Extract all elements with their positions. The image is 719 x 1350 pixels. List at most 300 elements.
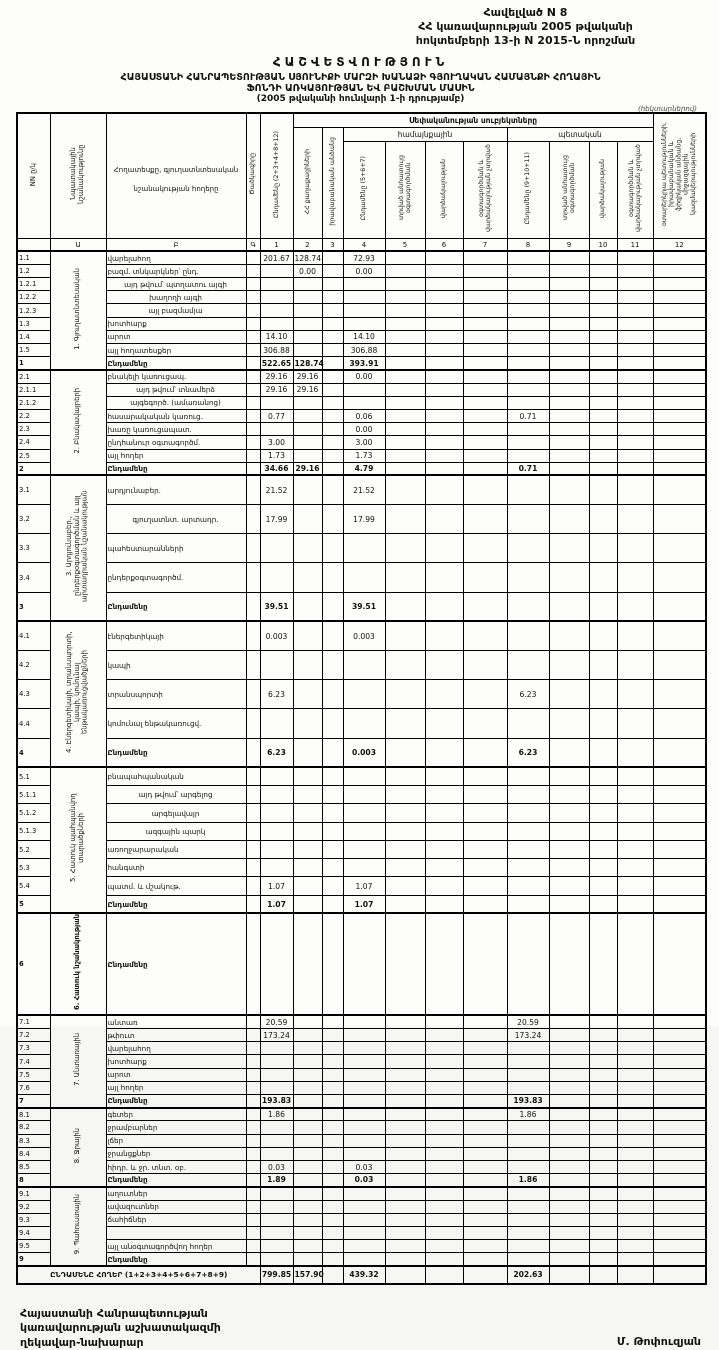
table-row: [17, 534, 706, 563]
value-cell-col9: [549, 278, 589, 291]
value-cell-col12: [653, 738, 706, 767]
value-cell-col8: [507, 436, 549, 449]
value-cell-col8: [507, 370, 549, 383]
value-cell-col3: [322, 534, 343, 563]
row-label-cell: այլ բազմամյա: [106, 304, 246, 317]
value-cell-col4: [343, 822, 385, 840]
value-cell-col12: [653, 1081, 706, 1094]
value-cell-col3: [322, 1081, 343, 1094]
value-cell-col11: [617, 680, 653, 709]
value-cell-col4: [343, 1081, 385, 1094]
row-number-cell: 4: [17, 738, 50, 767]
value-cell-col3: [322, 621, 343, 650]
code-cell: [246, 1226, 260, 1239]
value-cell-col8: [507, 330, 549, 343]
table-row: [17, 1160, 706, 1173]
value-cell-col10: [589, 913, 617, 1015]
row-label-cell: հիդր. և ջր. տնտ. օբ.: [106, 1160, 246, 1173]
value-cell-col9: [549, 462, 589, 475]
value-cell-col8: [507, 278, 549, 291]
value-cell-col5: [385, 278, 425, 291]
row-label-cell: պահեստարանների: [106, 534, 246, 563]
value-cell-col10: [589, 1042, 617, 1055]
value-cell-col8: [507, 859, 549, 877]
value-cell-col8: 1.86: [507, 1108, 549, 1121]
value-cell-col4: [343, 1226, 385, 1239]
column-letter: 8: [507, 239, 549, 252]
grand-total-value-col12: [653, 1266, 706, 1284]
value-cell-col7: [463, 251, 507, 264]
value-cell-col2: [293, 1253, 322, 1266]
value-cell-col1: 522.65: [260, 357, 293, 370]
value-cell-col6: [425, 822, 463, 840]
row-label-cell: այլ հողեր: [106, 449, 246, 462]
code-cell: [246, 409, 260, 422]
value-cell-col4: 39.51: [343, 592, 385, 621]
value-cell-col7: [463, 1095, 507, 1108]
header-col7: օգտագործման և վարձակալության չտրված: [463, 142, 507, 239]
value-cell-col9: [549, 1147, 589, 1160]
code-cell: [246, 1095, 260, 1108]
row-number-cell: 5.4: [17, 877, 50, 895]
title-block: [16, 55, 705, 105]
value-cell-col11: [617, 1160, 653, 1173]
table-row: [17, 1068, 706, 1081]
row-label-cell: ջրանցքներ: [106, 1147, 246, 1160]
value-cell-col4: [343, 1121, 385, 1134]
value-cell-col4: [343, 767, 385, 785]
column-letter: 12: [653, 239, 706, 252]
value-cell-col2: [293, 330, 322, 343]
grand-total-label: ԸՆԴԱՄԵՆԸ ՀՈՂԵՐ (1+2+3+4+5+6+7+8+9): [17, 1266, 260, 1284]
value-cell-col7: [463, 592, 507, 621]
value-cell-col3: [322, 330, 343, 343]
value-cell-col11: [617, 409, 653, 422]
value-cell-col1: [260, 1200, 293, 1213]
value-cell-col1: 1.73: [260, 449, 293, 462]
value-cell-col10: [589, 1068, 617, 1081]
value-cell-col3: [322, 505, 343, 534]
value-cell-col3: [322, 1240, 343, 1253]
column-letter: 11: [617, 239, 653, 252]
value-cell-col10: [589, 592, 617, 621]
section-label-cell: [50, 1108, 106, 1187]
value-cell-col11: [617, 1226, 653, 1239]
value-cell-col3: [322, 1055, 343, 1068]
value-cell-col12: [653, 1213, 706, 1226]
value-cell-col3: [322, 786, 343, 804]
value-cell-col7: [463, 1174, 507, 1187]
value-cell-col9: [549, 436, 589, 449]
column-letter: 1: [260, 239, 293, 252]
table-row: [17, 396, 706, 409]
value-cell-col12: [653, 423, 706, 436]
row-label-cell: Ընդամենը: [106, 592, 246, 621]
value-cell-col5: [385, 304, 425, 317]
code-cell: [246, 1081, 260, 1094]
row-number-cell: 1: [17, 357, 50, 370]
value-cell-col7: [463, 264, 507, 277]
value-cell-col12: [653, 786, 706, 804]
value-cell-col3: [322, 804, 343, 822]
value-cell-col1: 21.52: [260, 475, 293, 504]
code-cell: [246, 383, 260, 396]
value-cell-col7: [463, 1029, 507, 1042]
value-cell-col1: [260, 804, 293, 822]
row-label-cell: գյուղատնտ. արտադր.: [106, 505, 246, 534]
code-cell: [246, 804, 260, 822]
row-number-cell: 8.4: [17, 1147, 50, 1160]
report-subtitle-2: ՖՈՆԴԻ ԱՌԿԱՅՈՒԹՅԱՆ ԵՎ ԲԱՇԽՄԱՆ ՄԱՍԻՆ: [246, 83, 475, 95]
row-number-cell: 1.2.1: [17, 278, 50, 291]
value-cell-col1: 6.23: [260, 738, 293, 767]
value-cell-col12: [653, 1055, 706, 1068]
value-cell-col4: [343, 913, 385, 1015]
value-cell-col2: [293, 1108, 322, 1121]
row-number-cell: 3: [17, 592, 50, 621]
value-cell-col10: [589, 1213, 617, 1226]
value-cell-col4: [343, 1042, 385, 1055]
row-label-cell: այգեգործ. (ամառանոց): [106, 396, 246, 409]
row-number-cell: 7.1: [17, 1015, 50, 1028]
table-row: [17, 738, 706, 767]
row-label-cell: բնակելի կառուցապ.: [106, 370, 246, 383]
table-row: [17, 804, 706, 822]
value-cell-col2: 29.16: [293, 383, 322, 396]
value-cell-col7: [463, 409, 507, 422]
value-cell-col1: 14.10: [260, 330, 293, 343]
value-cell-col5: [385, 1213, 425, 1226]
value-cell-col4: 393.91: [343, 357, 385, 370]
value-cell-col8: [507, 505, 549, 534]
grand-total-value-col5: [385, 1266, 425, 1284]
value-cell-col9: [549, 913, 589, 1015]
value-cell-col6: [425, 1200, 463, 1213]
value-cell-col7: [463, 291, 507, 304]
row-label-cell: խոտհարք: [106, 1055, 246, 1068]
column-letters-row: [17, 239, 706, 252]
row-number-cell: 9.4: [17, 1226, 50, 1239]
row-number-cell: 3.1: [17, 475, 50, 504]
row-label-cell: [106, 1226, 246, 1239]
row-number-cell: 9.1: [17, 1187, 50, 1200]
row-number-cell: 5.3: [17, 859, 50, 877]
value-cell-col1: 29.16: [260, 383, 293, 396]
value-cell-col9: [549, 621, 589, 650]
row-label-cell: բնապահպանական: [106, 767, 246, 785]
value-cell-col8: [507, 709, 549, 738]
value-cell-col12: [653, 1015, 706, 1028]
value-cell-col7: [463, 1226, 507, 1239]
value-cell-col7: [463, 840, 507, 858]
row-label-cell: ազգային պարկ: [106, 822, 246, 840]
value-cell-col3: [322, 370, 343, 383]
section-label: 3. Արդյունաբեր., ընդերքօգտագործման և այլ արտադրական նշանակության: [65, 490, 89, 603]
row-label-cell: վարելահող: [106, 1042, 246, 1055]
value-cell-col10: [589, 1015, 617, 1028]
value-cell-col7: [463, 436, 507, 449]
value-cell-col10: [589, 383, 617, 396]
value-cell-col11: [617, 1174, 653, 1187]
code-cell: [246, 709, 260, 738]
code-cell: [246, 317, 260, 330]
row-label-cell: այլ հողատեսքեր: [106, 344, 246, 357]
table-row: [17, 621, 706, 650]
value-cell-col5: [385, 1187, 425, 1200]
value-cell-col3: [322, 1029, 343, 1042]
value-cell-col1: 193.83: [260, 1095, 293, 1108]
value-cell-col3: [322, 251, 343, 264]
value-cell-col11: [617, 1253, 653, 1266]
value-cell-col2: [293, 913, 322, 1015]
row-number-cell: 1.2: [17, 264, 50, 277]
value-cell-col9: [549, 1253, 589, 1266]
value-cell-col3: [322, 317, 343, 330]
row-number-cell: 2.3: [17, 423, 50, 436]
value-cell-col6: [425, 344, 463, 357]
code-cell: [246, 1134, 260, 1147]
value-cell-col8: [507, 651, 549, 680]
value-cell-col5: [385, 592, 425, 621]
value-cell-col11: [617, 534, 653, 563]
value-cell-col2: [293, 1134, 322, 1147]
value-cell-col3: [322, 264, 343, 277]
value-cell-col12: [653, 449, 706, 462]
table-row: [17, 1095, 706, 1108]
value-cell-col6: [425, 1187, 463, 1200]
value-cell-col11: [617, 251, 653, 264]
value-cell-col3: [322, 738, 343, 767]
value-cell-col6: [425, 1042, 463, 1055]
row-number-cell: 6: [17, 913, 50, 1015]
value-cell-col1: [260, 423, 293, 436]
value-cell-col10: [589, 291, 617, 304]
row-number-cell: 4.1: [17, 621, 50, 650]
value-cell-col10: [589, 534, 617, 563]
value-cell-col1: [260, 317, 293, 330]
row-number-cell: 5.1.1: [17, 786, 50, 804]
value-cell-col3: [322, 563, 343, 592]
value-cell-col5: [385, 1095, 425, 1108]
value-cell-col8: [507, 534, 549, 563]
value-cell-col10: [589, 357, 617, 370]
value-cell-col9: [549, 1134, 589, 1147]
value-cell-col12: [653, 709, 706, 738]
value-cell-col2: [293, 278, 322, 291]
code-cell: [246, 822, 260, 840]
grand-total-value-col11: [617, 1266, 653, 1284]
value-cell-col6: [425, 877, 463, 895]
code-cell: [246, 786, 260, 804]
value-cell-col8: [507, 563, 549, 592]
value-cell-col6: [425, 1226, 463, 1239]
value-cell-col6: [425, 1174, 463, 1187]
value-cell-col9: [549, 475, 589, 504]
value-cell-col5: [385, 534, 425, 563]
value-cell-col8: [507, 251, 549, 264]
value-cell-col8: [507, 357, 549, 370]
value-cell-col8: [507, 877, 549, 895]
value-cell-col8: [507, 1081, 549, 1094]
code-cell: [246, 344, 260, 357]
value-cell-col7: [463, 1147, 507, 1160]
value-cell-col4: [343, 278, 385, 291]
value-cell-col1: [260, 1055, 293, 1068]
value-cell-col1: [260, 304, 293, 317]
value-cell-col8: [507, 317, 549, 330]
value-cell-col3: [322, 1147, 343, 1160]
value-cell-col3: [322, 396, 343, 409]
value-cell-col8: [507, 304, 549, 317]
code-cell: [246, 1160, 260, 1173]
value-cell-col7: [463, 1213, 507, 1226]
value-cell-col2: [293, 1042, 322, 1055]
value-cell-col9: [549, 1226, 589, 1239]
value-cell-col11: [617, 1108, 653, 1121]
value-cell-col2: [293, 1147, 322, 1160]
value-cell-col5: [385, 1029, 425, 1042]
row-label-cell: այդ թվում՝ տնամերձ: [106, 383, 246, 396]
code-cell: [246, 1108, 260, 1121]
value-cell-col10: [589, 1253, 617, 1266]
value-cell-col7: [463, 786, 507, 804]
value-cell-col7: [463, 738, 507, 767]
value-cell-col6: [425, 1055, 463, 1068]
value-cell-col8: [507, 822, 549, 840]
column-letter: 10: [589, 239, 617, 252]
value-cell-col5: [385, 621, 425, 650]
value-cell-col11: [617, 709, 653, 738]
value-cell-col5: [385, 1160, 425, 1173]
value-cell-col7: [463, 1134, 507, 1147]
value-cell-col3: [322, 383, 343, 396]
row-label-cell: տրանսպորտի: [106, 680, 246, 709]
table-row: [17, 475, 706, 504]
value-cell-col3: [322, 767, 343, 785]
table-row: [17, 357, 706, 370]
value-cell-col3: [322, 877, 343, 895]
section-label-cell: [50, 370, 106, 476]
row-label-cell: կապի: [106, 651, 246, 680]
value-cell-col6: [425, 913, 463, 1015]
value-cell-col2: [293, 738, 322, 767]
value-cell-col10: [589, 505, 617, 534]
value-cell-col12: [653, 804, 706, 822]
value-cell-col5: [385, 462, 425, 475]
value-cell-col5: [385, 1226, 425, 1239]
value-cell-col4: 21.52: [343, 475, 385, 504]
value-cell-col3: [322, 1187, 343, 1200]
value-cell-col5: [385, 317, 425, 330]
appendix-line3: հոկտեմբերի 13-ի N 2015-Ն որոշման: [415, 33, 636, 47]
value-cell-col4: 0.00: [343, 370, 385, 383]
section-label-cell: [50, 1015, 106, 1107]
value-cell-col5: [385, 396, 425, 409]
value-cell-col7: [463, 822, 507, 840]
value-cell-col3: [322, 913, 343, 1015]
value-cell-col2: [293, 475, 322, 504]
value-cell-col9: [549, 563, 589, 592]
value-cell-col9: [549, 1240, 589, 1253]
code-cell: [246, 895, 260, 913]
value-cell-col5: [385, 449, 425, 462]
value-cell-col6: [425, 1121, 463, 1134]
table-row: [17, 1108, 706, 1121]
value-cell-col12: [653, 1147, 706, 1160]
row-label-cell: ճահիճներ: [106, 1213, 246, 1226]
value-cell-col12: [653, 822, 706, 840]
grand-total-value-col9: [549, 1266, 589, 1284]
code-cell: [246, 767, 260, 785]
value-cell-col3: [322, 1253, 343, 1266]
value-cell-col8: [507, 1147, 549, 1160]
value-cell-col7: [463, 1015, 507, 1028]
value-cell-col1: 29.16: [260, 370, 293, 383]
value-cell-col4: 4.79: [343, 462, 385, 475]
value-cell-col9: [549, 738, 589, 767]
table-row: [17, 680, 706, 709]
row-number-cell: 4.3: [17, 680, 50, 709]
value-cell-col3: [322, 1042, 343, 1055]
value-cell-col6: [425, 651, 463, 680]
value-cell-col11: [617, 738, 653, 767]
value-cell-col9: [549, 1015, 589, 1028]
value-cell-col3: [322, 1213, 343, 1226]
value-cell-col12: [653, 1160, 706, 1173]
row-number-cell: 3.4: [17, 563, 50, 592]
value-cell-col8: [507, 264, 549, 277]
code-cell: [246, 859, 260, 877]
value-cell-col6: [425, 786, 463, 804]
value-cell-col1: 6.23: [260, 680, 293, 709]
value-cell-col6: [425, 767, 463, 785]
value-cell-col8: [507, 1213, 549, 1226]
value-cell-col10: [589, 1174, 617, 1187]
value-cell-col12: [653, 1253, 706, 1266]
value-cell-col7: [463, 621, 507, 650]
code-cell: [246, 1200, 260, 1213]
value-cell-col10: [589, 475, 617, 504]
value-cell-col3: [322, 1200, 343, 1213]
value-cell-col8: 6.23: [507, 680, 549, 709]
row-number-cell: 7.4: [17, 1055, 50, 1068]
value-cell-col5: [385, 1121, 425, 1134]
value-cell-col4: [343, 859, 385, 877]
value-cell-col3: [322, 1226, 343, 1239]
code-cell: [246, 1240, 260, 1253]
value-cell-col6: [425, 317, 463, 330]
code-cell: [246, 913, 260, 1015]
value-cell-col7: [463, 563, 507, 592]
value-cell-col7: [463, 1187, 507, 1200]
value-cell-col4: 1.73: [343, 449, 385, 462]
code-cell: [246, 1042, 260, 1055]
value-cell-col5: [385, 1134, 425, 1147]
value-cell-col11: [617, 396, 653, 409]
code-cell: [246, 1029, 260, 1042]
value-cell-col11: [617, 449, 653, 462]
value-cell-col11: [617, 822, 653, 840]
value-cell-col5: [385, 1081, 425, 1094]
value-cell-col4: [343, 1187, 385, 1200]
value-cell-col10: [589, 278, 617, 291]
code-cell: [246, 1068, 260, 1081]
value-cell-col10: [589, 895, 617, 913]
value-cell-col8: [507, 592, 549, 621]
value-cell-col3: [322, 592, 343, 621]
table-row: [17, 1081, 706, 1094]
value-cell-col1: [260, 840, 293, 858]
